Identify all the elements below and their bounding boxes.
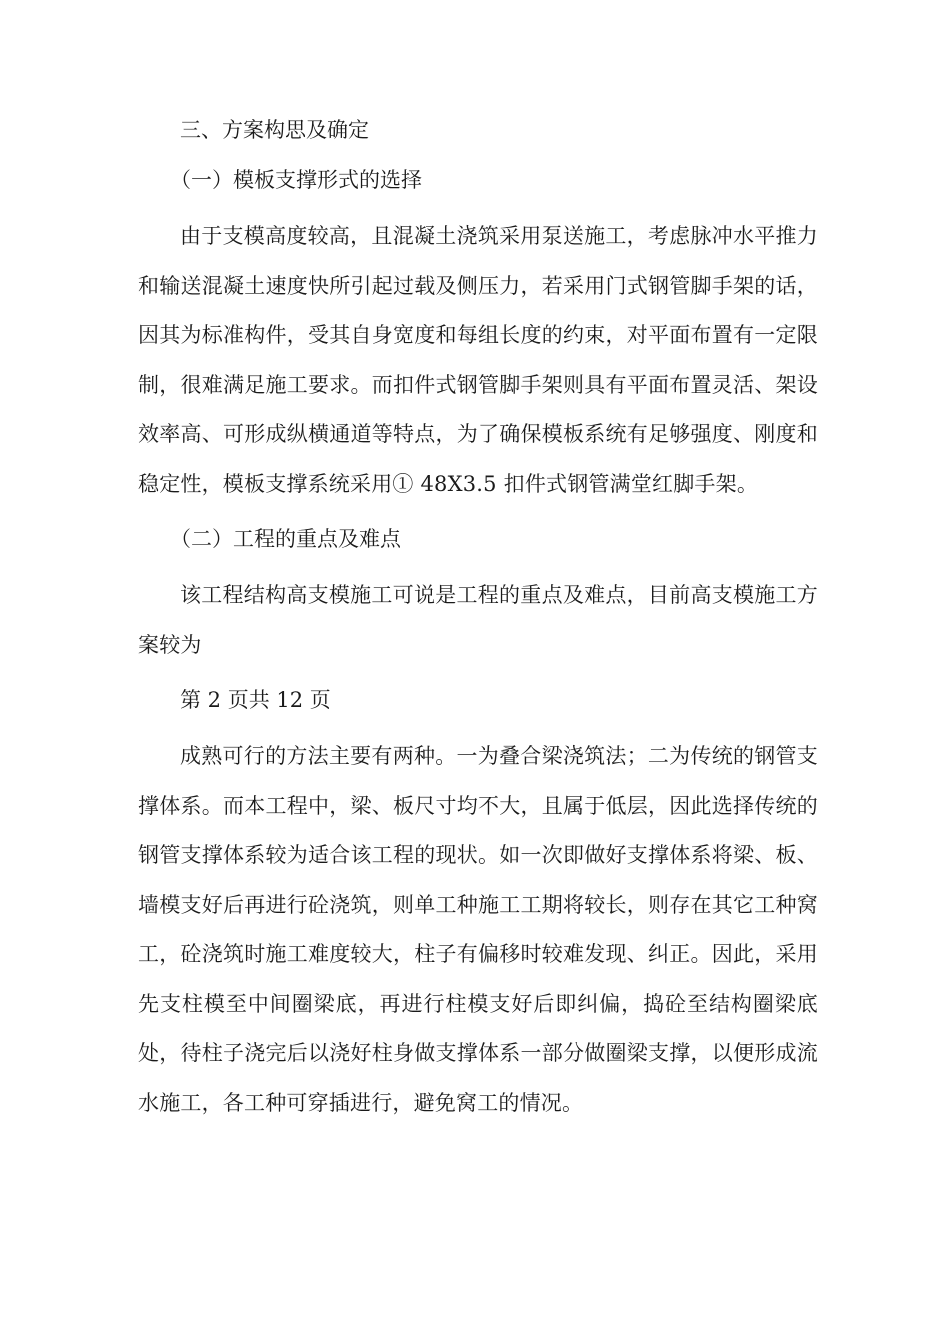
section-heading: 三、方案构思及确定 <box>180 118 369 142</box>
page-number: 第 2 页共 12 页 <box>180 688 331 712</box>
paragraph-key-points: 该工程结构高支模施工可说是工程的重点及难点，目前高支模施工方案较为 <box>138 583 818 657</box>
document-body <box>138 112 818 1141</box>
paragraph-methods: 成熟可行的方法主要有两种。一为叠合梁浇筑法；二为传统的钢管支撑体系。而本工程中，梁、板尺寸均不大，且属于低层，因此选择传统的钢管支撑体系较为适合该工程的现状。如一次即做好支撑体系将梁、板、墙模支好后再进行砼浇筑，则单工种施工工期将较长，则存在其它工种窝工，砼浇筑时施工难度较大，柱子有偏移时较难发现、纠正。因此，采用先支柱模至中间圈梁底，再进行柱模支好后即纠偏，捣砼至结构圈梁底处，待柱子浇完后以浇好柱身做支撑体系一部分做圈梁支撑，以便形成流水施工，各工种可穿插进行，避免窝工的情况。 <box>138 744 818 1115</box>
subsection-heading-support-form: （一）模板支撑形式的选择 <box>170 168 422 192</box>
paragraph-support-form: 由于支模高度较高，且混凝土浇筑采用泵送施工，考虑脉冲水平推力和输送混凝土速度快所引起过载及侧压力，若采用门式钢管脚手架的话，因其为标准构件，受其自身宽度和每组长度的约束，对平面布置有一定限制，很难满足施工要求。而扣件式钢管脚手架则具有平面布置灵活、架设效率高、可形成纵横通道等特点，为了确保模板系统有足够强度、刚度和稳定性，模板支撑系统采用① 48X3.5 扣件式钢管满堂红脚手架。 <box>138 224 818 496</box>
subsection-heading-key-points: （二）工程的重点及难点 <box>170 527 401 551</box>
